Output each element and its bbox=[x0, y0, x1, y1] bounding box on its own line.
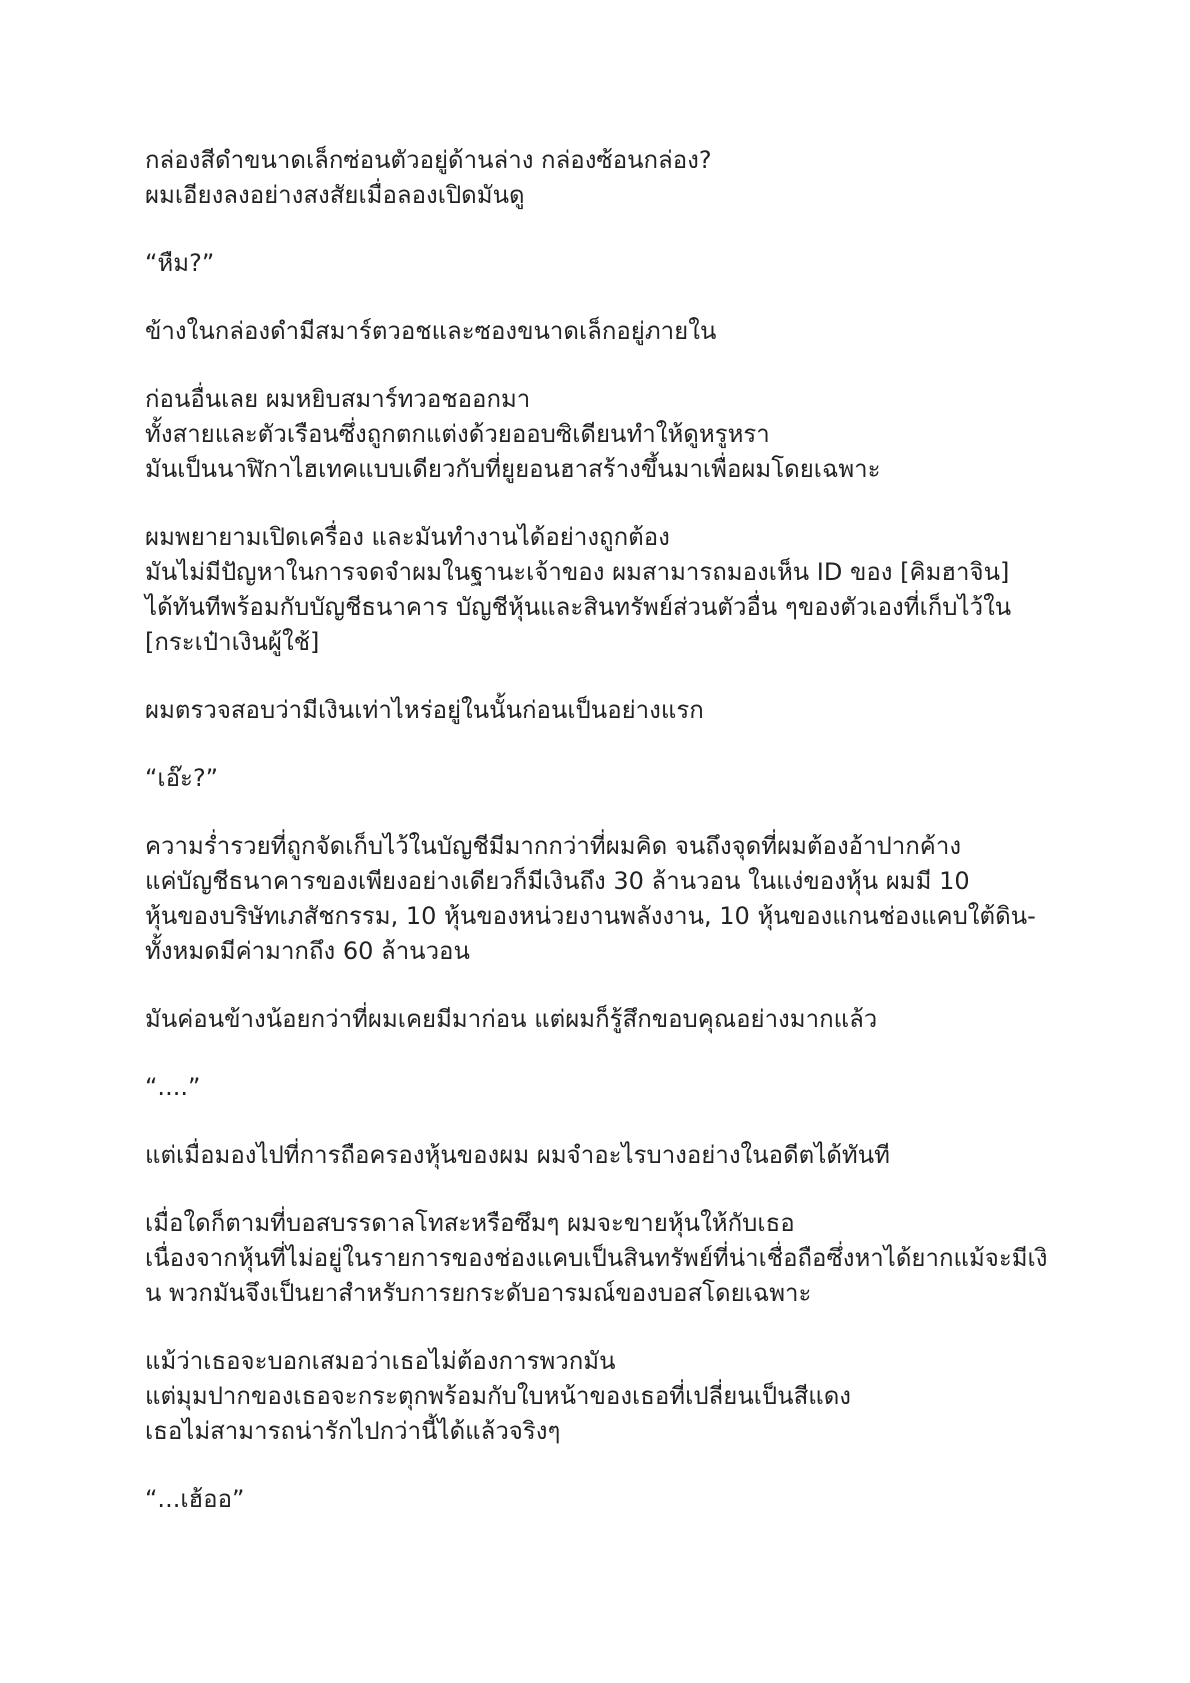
text-line: น พวกมันจึงเป็นยาสำหรับการยกระดับอารมณ์ของบอสโดยเฉพาะ bbox=[145, 1279, 812, 1307]
text-line: มันไม่มีปัญหาในการจดจำผมในฐานะเจ้าของ ผมสามารถมองเห็น ID ของ [คิมฮาจิน] bbox=[145, 558, 1010, 586]
text-line: เธอไม่สามารถน่ารักไปกว่านี้ได้แล้วจริงๆ bbox=[145, 1417, 561, 1445]
paragraph bbox=[145, 1482, 1075, 1517]
text-line: ทั้งหมดมีค่ามากถึง 60 ล้านวอน bbox=[145, 937, 470, 965]
paragraph bbox=[145, 761, 1075, 796]
text-line: มันค่อนข้างน้อยกว่าที่ผมเคยมีมาก่อน แต่ผมก็รู้สึกขอบคุณอย่างมากแล้ว bbox=[145, 1005, 878, 1033]
text-line: แค่บัญชีธนาคารของเพียงอย่างเดียวก็มีเงินถึง 30 ล้านวอน ในแง่ของหุ้น ผมมี 10 bbox=[145, 867, 970, 895]
document-page bbox=[145, 143, 1075, 1550]
text-line: ผมเอียงลงอย่างสงสัยเมื่อลองเปิดมันดู bbox=[145, 181, 525, 209]
text-line: ได้ทันทีพร้อมกับบัญชีธนาคาร บัญชีหุ้นและสินทรัพย์ส่วนตัวอื่น ๆของตัวเองที่เก็บไว้ใน bbox=[145, 593, 1012, 621]
text-line: ก่อนอื่นเลย ผมหยิบสมาร์ทวอชออกมา bbox=[145, 385, 531, 413]
text-line: ความร่ำรวยที่ถูกจัดเก็บไว้ในบัญชีมีมากกว่าที่ผมคิด จนถึงจุดที่ผมต้องอ้าปากค้าง bbox=[145, 832, 962, 860]
paragraph bbox=[145, 693, 1075, 728]
dialogue-line: “หืม?” bbox=[145, 249, 215, 277]
paragraph bbox=[145, 314, 1075, 349]
paragraph bbox=[145, 1344, 1075, 1449]
text-line: แต่มุมปากของเธอจะกระตุกพร้อมกับใบหน้าของเธอที่เปลี่ยนเป็นสีแดง bbox=[145, 1382, 851, 1410]
text-line: กล่องสีดำขนาดเล็กซ่อนตัวอยู่ด้านล่าง กล่องซ้อนกล่อง? bbox=[145, 146, 712, 174]
text-line: ผมพยายามเปิดเครื่อง และมันทำงานได้อย่างถูกต้อง bbox=[145, 523, 670, 551]
paragraph bbox=[145, 382, 1075, 487]
paragraph bbox=[145, 246, 1075, 281]
text-line: เมื่อใดก็ตามที่บอสบรรดาลโทสะหรือซึมๆ ผมจะขายหุ้นให้กับเธอ bbox=[145, 1209, 795, 1237]
text-line: แต่เมื่อมองไปที่การถือครองหุ้นของผม ผมจำอะไรบางอย่างในอดีตได้ทันที bbox=[145, 1141, 890, 1169]
paragraph bbox=[145, 1002, 1075, 1037]
paragraph bbox=[145, 1206, 1075, 1311]
text-line: มันเป็นนาฬิกาไฮเทคแบบเดียวกับที่ยูยอนฮาสร้างขึ้นมาเพื่อผมโดยเฉพาะ bbox=[145, 455, 881, 483]
text-line: ข้างในกล่องดำมีสมาร์ตวอชและซองขนาดเล็กอยู่ภายใน bbox=[145, 317, 717, 345]
paragraph bbox=[145, 143, 1075, 213]
paragraph bbox=[145, 1070, 1075, 1105]
dialogue-line: “...เฮ้ออ” bbox=[145, 1485, 245, 1513]
paragraph bbox=[145, 520, 1075, 660]
text-line: แม้ว่าเธอจะบอกเสมอว่าเธอไม่ต้องการพวกมัน bbox=[145, 1347, 616, 1375]
paragraph bbox=[145, 1138, 1075, 1173]
text-line: หุ้นของบริษัทเภสัชกรรม, 10 หุ้นของหน่วยงานพลังงาน, 10 หุ้นของแกนช่องแคบใต้ดิน- bbox=[145, 902, 1036, 930]
text-line: ผมตรวจสอบว่ามีเงินเท่าไหร่อยู่ในนั้นก่อนเป็นอย่างแรก bbox=[145, 696, 704, 724]
text-line: [กระเป๋าเงินผู้ใช้] bbox=[145, 628, 320, 656]
text-line: ทั้งสายและตัวเรือนซึ่งถูกตกแต่งด้วยออบซิเดียนทำให้ดูหรูหรา bbox=[145, 420, 770, 448]
dialogue-line: “เอ๊ะ?” bbox=[145, 764, 219, 792]
paragraph bbox=[145, 829, 1075, 969]
dialogue-line: “....” bbox=[145, 1073, 201, 1101]
text-line: เนื่องจากหุ้นที่ไม่อยู่ในรายการของช่องแคบเป็นสินทรัพย์ที่น่าเชื่อถือซึ่งหาได้ยากแม้จะมีเงิ bbox=[145, 1244, 1048, 1272]
